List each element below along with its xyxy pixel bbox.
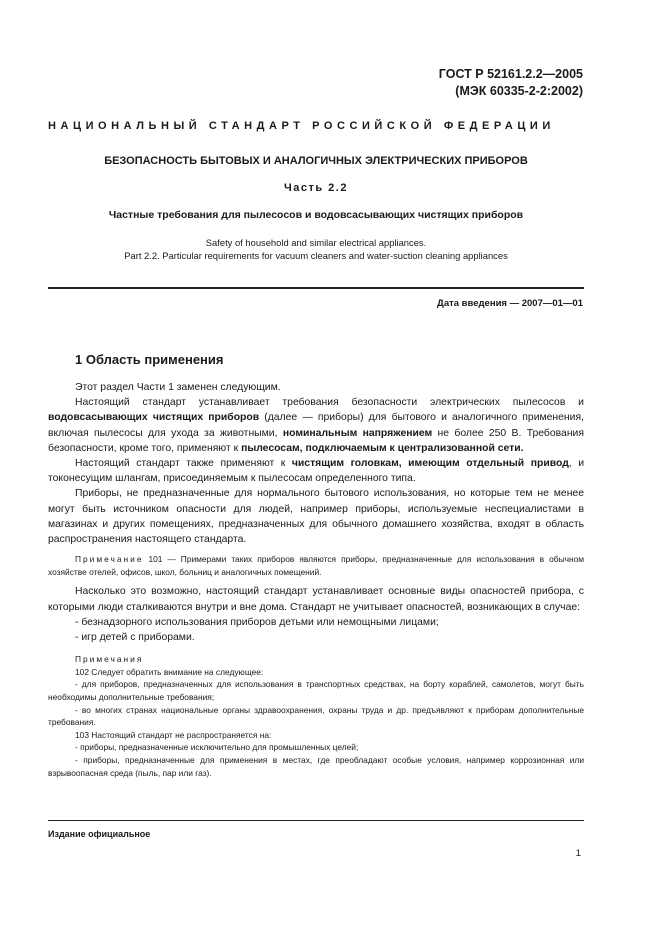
- note-101-text: 101 — Примерами таких приборов являются приборы, предназначенные для использования в обычном хозяйстве отелей, офисов, школ, больниц и аналогичных помещений.: [48, 554, 584, 577]
- term-motorized-cleaning-heads: чистящим головкам, имеющим отдельный привод: [291, 458, 569, 470]
- term-central-vacuum: пылесосам, подключаемым к централизованной сети.: [241, 442, 524, 454]
- standard-code: [439, 66, 583, 100]
- term-rated-voltage: номинальным напряжением: [282, 427, 433, 439]
- section-body: [48, 380, 584, 779]
- standard-code-gost: ГОСТ Р 52161.2.2—2005: [438, 67, 583, 81]
- note-102-item: - для приборов, предназначенных для использования в транспортных средствах, на борту кораблей, самолетов, могут быть необходимы дополнительные требования;: [48, 679, 584, 703]
- official-edition-label: Издание официальное: [48, 829, 151, 839]
- paragraph-5: Насколько это возможно, настоящий стандарт устанавливает основные виды опасностей прибора, с которыми люди сталкиваются внутри и вне дома. Стандарт не учитывает опасностей, возникающих в случае:: [48, 586, 584, 613]
- document-part: Часть 2.2: [284, 182, 348, 194]
- note-103: 103 Настоящий стандарт не распространяется на:: [75, 729, 272, 740]
- english-title: [48, 236, 584, 262]
- paragraph-3-text-b: , и токонесущим шлангам, присоединяемым к пылесосам определенного типа.: [48, 458, 585, 485]
- paragraph-3-text-a: Настоящий стандарт также применяют к: [75, 458, 292, 470]
- english-title-line1: Safety of household and similar electrical appliances.: [205, 237, 427, 248]
- note-103-item: - приборы, предназначенные исключительно для промышленных целей;: [75, 742, 359, 753]
- note-101: [48, 553, 584, 578]
- paragraph-2-text-b: (далее — приборы) для бытового и аналогичного применения, включая пылесосы для ухода за животными,: [48, 412, 584, 439]
- list-item: - игр детей с приборами.: [75, 632, 195, 644]
- paragraph-2: [48, 395, 584, 456]
- header-divider: [48, 287, 584, 289]
- paragraph-1: Этот раздел Части 1 заменен следующим.: [75, 382, 281, 393]
- section-heading: 1 Область применения: [75, 352, 224, 367]
- paragraph-4: Приборы, не предназначенные для нормального бытового использования, но которые тем не менее могут быть источником опасности для людей, например приборы, используемые неспециалистами в магазинах и других помещениях, предназначенных для обычного домашнего хозяйства, входят в область распространения настоящего стандарта.: [48, 488, 584, 546]
- national-standard-banner: НАЦИОНАЛЬНЫЙ СТАНДАРТ РОССИЙСКОЙ ФЕДЕРАЦИИ: [48, 120, 555, 132]
- paragraph-3: [48, 456, 584, 486]
- note-102: 102 Следует обратить внимание на следующее:: [75, 666, 264, 677]
- document-title: БЕЗОПАСНОСТЬ БЫТОВЫХ И АНАЛОГИЧНЫХ ЭЛЕКТРИЧЕСКИХ ПРИБОРОВ: [104, 155, 528, 167]
- footer-divider: [48, 820, 584, 821]
- note-101-label: Примечание: [75, 554, 144, 565]
- notes-label: Примечания: [75, 654, 144, 665]
- standard-code-iec: (МЭК 60335-2-2:2002): [455, 84, 583, 98]
- list-item: - безнадзорного использования приборов детьми или немощными лицами;: [75, 616, 439, 628]
- note-103-item: - приборы, предназначенные для применения в местах, где преобладают особые условия, например коррозионная или взрывоопасная среда (пыль, пар или газ).: [48, 754, 584, 778]
- english-title-line2: Part 2.2. Particular requirements for vacuum cleaners and water-suction cleaning appliances: [124, 250, 508, 261]
- paragraph-2-text-c: не более 250 В. Требования безопасности, кроме того, применяют к: [48, 427, 584, 454]
- term-water-suction-appliances: водовсасывающих чистящих приборов: [48, 412, 260, 424]
- paragraph-2-text-a: Настоящий стандарт устанавливает требования безопасности электрических пылесосов и: [75, 397, 584, 409]
- document-subtitle: Частные требования для пылесосов и водовсасывающих чистящих приборов: [108, 209, 524, 221]
- introduction-date: Дата введения — 2007—01—01: [437, 298, 583, 309]
- note-102-item: - во многих странах национальные органы здравоохранения, охраны труда и др. предъявляют к приборам дополнительные требования.: [48, 704, 584, 728]
- page-number: 1: [575, 848, 581, 859]
